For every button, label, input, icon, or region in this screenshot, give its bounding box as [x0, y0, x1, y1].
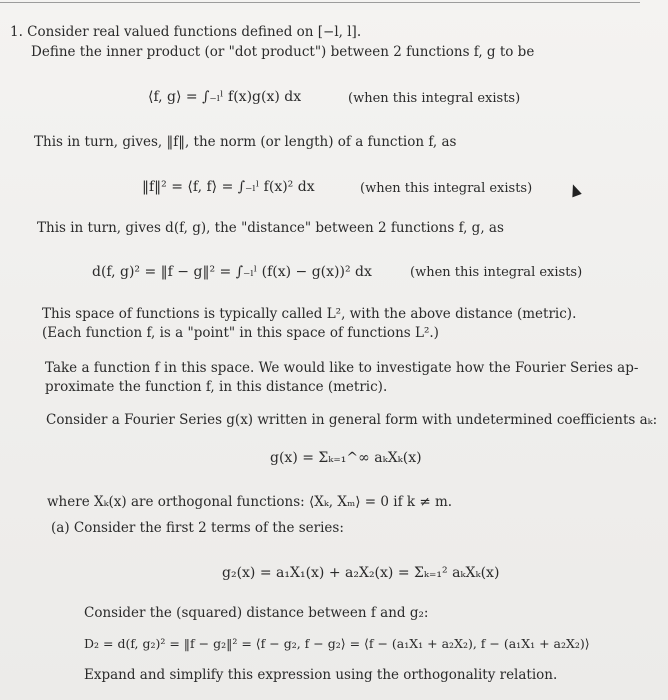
- fourier-series-intro: Consider a Fourier Series g(x) written in general form with undetermined coefficients aₖ:: [46, 412, 658, 428]
- problem-heading: 1. Consider real valued functions defined on [−l, l].: [10, 24, 362, 40]
- norm-equation: ‖f‖² = ⟨f, f⟩ = ∫₋ₗˡ f(x)² dx: [142, 179, 315, 195]
- orthogonality-line: where Xₖ(x) are orthogonal functions: ⟨Xₖ, Xₘ⟩ = 0 if k ≠ m.: [47, 494, 453, 510]
- distance-equation: d(f, g)² = ‖f − g‖² = ∫₋ₗˡ (f(x) − g(x))² dx: [92, 264, 372, 280]
- distance-note: (when this integral exists): [410, 265, 583, 280]
- squared-distance-line: Consider the (squared) distance between f and g₂:: [84, 605, 429, 621]
- inner-product-definition: Define the inner product (or "dot product") between 2 functions f, g to be: [31, 44, 535, 60]
- fourier-intro-1: Take a function f in this space. We would like to investigate how the Fourier Series ap-: [45, 360, 639, 376]
- inner-product-equation: ⟨f, g⟩ = ∫₋ₗˡ f(x)g(x) dx: [148, 89, 302, 105]
- expand-instruction: Expand and simplify this expression using the orthogonality relation.: [84, 667, 558, 683]
- l2-space-line: This space of functions is typically called L², with the above distance (metric).: [42, 306, 577, 322]
- mouse-pointer-icon: [568, 183, 582, 198]
- partial-sum-equation: g₂(x) = a₁X₁(x) + a₂X₂(x) = Σₖ₌₁² aₖXₖ(x): [222, 565, 500, 581]
- top-rule: [0, 2, 640, 3]
- fourier-intro-2: proximate the function f, in this distance (metric).: [45, 379, 388, 395]
- part-a-line: (a) Consider the first 2 terms of the series:: [51, 520, 344, 536]
- inner-product-note: (when this integral exists): [348, 91, 521, 106]
- distance-intro: This in turn, gives d(f, g), the "distance" between 2 functions f, g, as: [37, 220, 504, 236]
- d2-equation: D₂ = d(f, g₂)² = ‖f − g₂‖² = ⟨f − g₂, f − g₂⟩ = ⟨f − (a₁X₁ + a₂X₂), f − (a₁X₁ + a₂X₂)⟩: [84, 636, 590, 651]
- fourier-series-equation: g(x) = Σₖ₌₁^∞ aₖXₖ(x): [270, 450, 422, 466]
- l2-point-line: (Each function f, is a "point" in this space of functions L².): [42, 325, 439, 341]
- norm-intro: This in turn, gives, ‖f‖, the norm (or length) of a function f, as: [34, 134, 457, 150]
- norm-note: (when this integral exists): [360, 181, 533, 196]
